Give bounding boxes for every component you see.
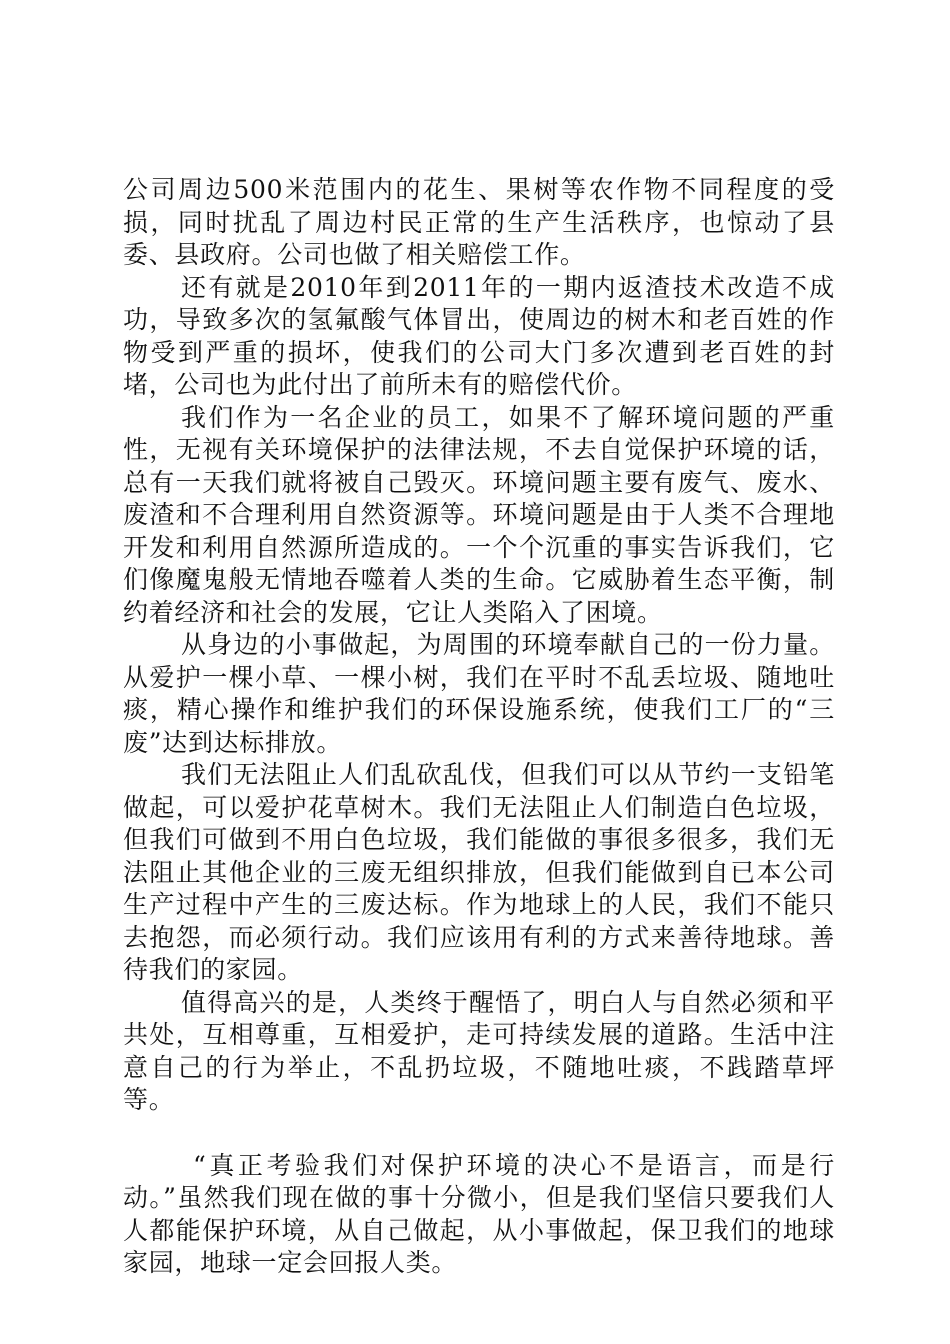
paragraph-crop-damage: 公司周边500米范围内的花生、果树等农作物不同程度的受损，同时扰乱了周边村民正常的生产生活秩序，也惊动了县委、县政府。公司也做了相关赔偿工作。 bbox=[123, 175, 835, 269]
paragraph-small-actions: 从身边的小事做起，为周围的环境奉献自己的一份力量。从爱护一棵小草、一棵小树，我们在平时不乱丢垃圾、随地吐痰，精心操作和维护我们的环保设施系统，使我们工厂的“三废”达到达标排放。 bbox=[123, 630, 835, 757]
paragraph-humanity-awakens: 值得高兴的是，人类终于醒悟了，明白人与自然必须和平共处，互相尊重，互相爱护，走可持续发展的道路。生活中注意自己的行为举止，不乱扔垃圾，不随地吐痰，不践踏草坪等。 bbox=[123, 987, 835, 1114]
paragraph-what-we-can-do: 我们无法阻止人们乱砍乱伐，但我们可以从节约一支铅笔做起，可以爱护花草树木。我们无法阻止人们制造白色垃圾，但我们可做到不用白色垃圾，我们能做的事很多很多，我们无法阻止其他企业的三废无组织排放，但我们能做到自已本公司生产过程中产生的三废达标。作为地球上的人民，我们不能只去抱怨，而必须行动。我们应该用有利的方式来善待地球。善待我们的家园。 bbox=[123, 760, 835, 984]
document-body bbox=[123, 174, 835, 1280]
paragraph-technical-failure: 还有就是2010年到2011年的一期内返渣技术改造不成功，导致多次的氢氟酸气体冒出，使周边的树木和老百姓的作物受到严重的损坏，使我们的公司大门多次遭到老百姓的封堵，公司也为此付出了前所未有的赔偿代价。 bbox=[123, 272, 835, 399]
paragraph-closing-quote: “真正考验我们对保护环境的决心不是语言，而是行动。”虽然我们现在做的事十分微小，但是我们坚信只要我们人人都能保护环境，从自己做起，从小事做起，保卫我们的地球家园，地球一定会回报人类。 bbox=[123, 1150, 835, 1277]
paragraph-gap bbox=[123, 1117, 835, 1150]
paragraph-employee-responsibility: 我们作为一名企业的员工，如果不了解环境问题的严重性，无视有关环境保护的法律法规，不去自觉保护环境的话，总有一天我们就将被自己毁灭。环境问题主要有废气、废水、废渣和不合理利用自然资源等。环境问题是由于人类不合理地开发和利用自然源所造成的。一个个沉重的事实告诉我们，它们像魔鬼般无情地吞噬着人类的生命。它威胁着生态平衡，制约着经济和社会的发展，它让人类陷入了困境。 bbox=[123, 402, 835, 627]
